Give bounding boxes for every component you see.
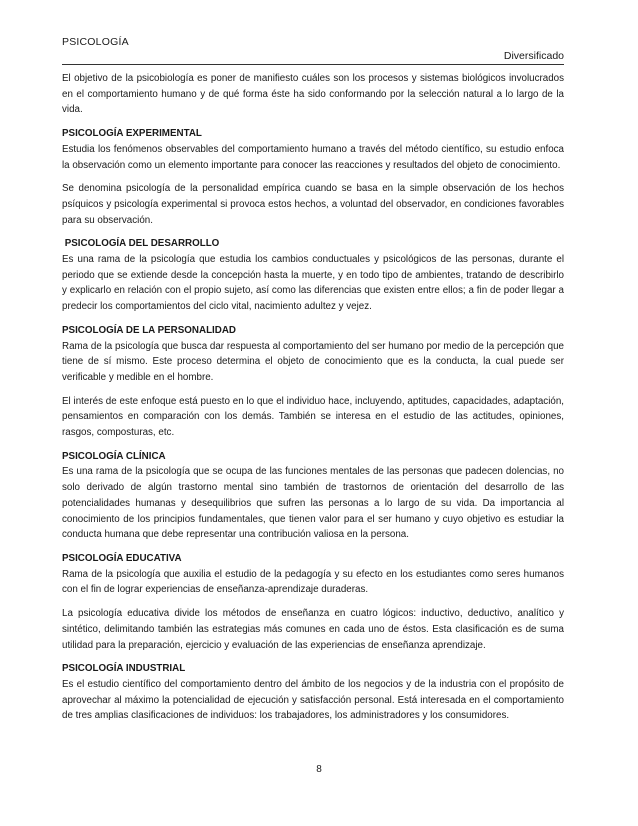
section-paragraph: El interés de este enfoque está puesto en lo que el individuo hace, incluyendo, aptitudes, capacidades, adaptación, pensamientos en comparación con los demás. También se interesa en el estudio de las actitudes, opiniones, rasgos, composturas, etc. [62,395,564,439]
section-paragraph: Es el estudio científico del comportamiento dentro del ámbito de los negocios y de la industria con el propósito de aprovechar al máximo la potencialidad de ejecución y satisfacción personal. Está interesada en el comportamiento de tres amplias clasificaciones de individuos: los trabajadores, los administradores y los consumidores. [62,678,564,722]
section-paragraph: Estudia los fenómenos observables del comportamiento humano a través del método científico, su estudio enfoca la observación como un elemento importante para conocer las reacciones y resultados del objeto de conocimiento. [62,143,564,171]
page-number: 8 [316,764,322,775]
section-heading: PSICOLOGÍA DE LA PERSONALIDAD [62,324,236,336]
section-personalidad [62,323,564,441]
section-paragraph: La psicología educativa divide los métodos de enseñanza en cuatro lógicos: inductivo, deductivo, analítico y sintético, delimitando también las estrategias más comunes en cada uno de éstos. Esta clasificación es de suma utilidad para la preparación, ejercicio y evaluación de las experiencias de enseñanza aprendizaje. [62,608,564,651]
section-heading: PSICOLOGÍA CLÍNICA [62,450,166,462]
document-body [62,71,564,732]
header-subtitle: Diversificado [503,50,564,62]
section-desarrollo [62,236,564,315]
section-industrial [62,661,564,724]
header-title: PSICOLOGÍA [62,36,129,48]
section-clinica [62,449,564,543]
section-paragraph: Rama de la psicología que busca dar respuesta al comportamiento del ser humano por medio de la percepción que tiene de sí mismo. Este proceso determina el objeto de conocimiento que es la conducta, la cual puede ser verificable y medible en el hombre. [62,340,564,383]
section-educativa [62,551,564,653]
intro-paragraph: El objetivo de la psicobiología es poner de manifiesto cuáles son los procesos y sistemas biológicos involucrados en el comportamiento humano y de qué forma éste ha sido conformando por la selección natural a lo largo de la vida. [62,73,564,116]
section-heading: PSICOLOGÍA INDUSTRIAL [62,663,186,675]
header-divider [62,64,564,65]
section-paragraph: Rama de la psicología que auxilia el estudio de la pedagogía y su efecto en los estudiantes como seres humanos con el fin de lograr experiencias de enseñanza-aprendizaje duraderas. [62,568,564,596]
section-paragraph: Se denomina psicología de la personalidad empírica cuando se basa en la simple observación de los hechos psíquicos y psicología experimental si provoca estos hechos, a voluntad del observador, en condiciones favorables para su observación. [62,183,564,226]
section-heading: PSICOLOGÍA DEL DESARROLLO [62,238,220,250]
section-paragraph: Es una rama de la psicología que se ocupa de las funciones mentales de las personas que padecen dolencias, no solo derivado de algún trastorno mental sino también de trastornos de orientación del desarrollo de las potencialidades humanas y desequilibrios que sufren las personas a lo largo de su vida. Da importancia al conocimiento de los principios fundamentales, que tienen valor para el ser humano y cuyo objetivo es estudiar la conducta humana que debe representar una contribución valiosa en la persona. [62,466,564,541]
section-heading: PSICOLOGÍA EXPERIMENTAL [62,128,202,140]
section-paragraph: Es una rama de la psicología que estudia los cambios conductuales y psicológicos de las personas, durante el periodo que se extiende desde la concepción hasta la muerte, y en todo tipo de ambientes, tratando de describirlo y explicarlo en relación con el propio sujeto, así como las diferencias que existen entre ellos; a fin de poder llegar a predecir los comportamientos del ciclo vital, nacimiento adultez y vejez. [62,254,564,313]
section-heading: PSICOLOGÍA EDUCATIVA [62,552,182,564]
section-experimental [62,126,564,228]
